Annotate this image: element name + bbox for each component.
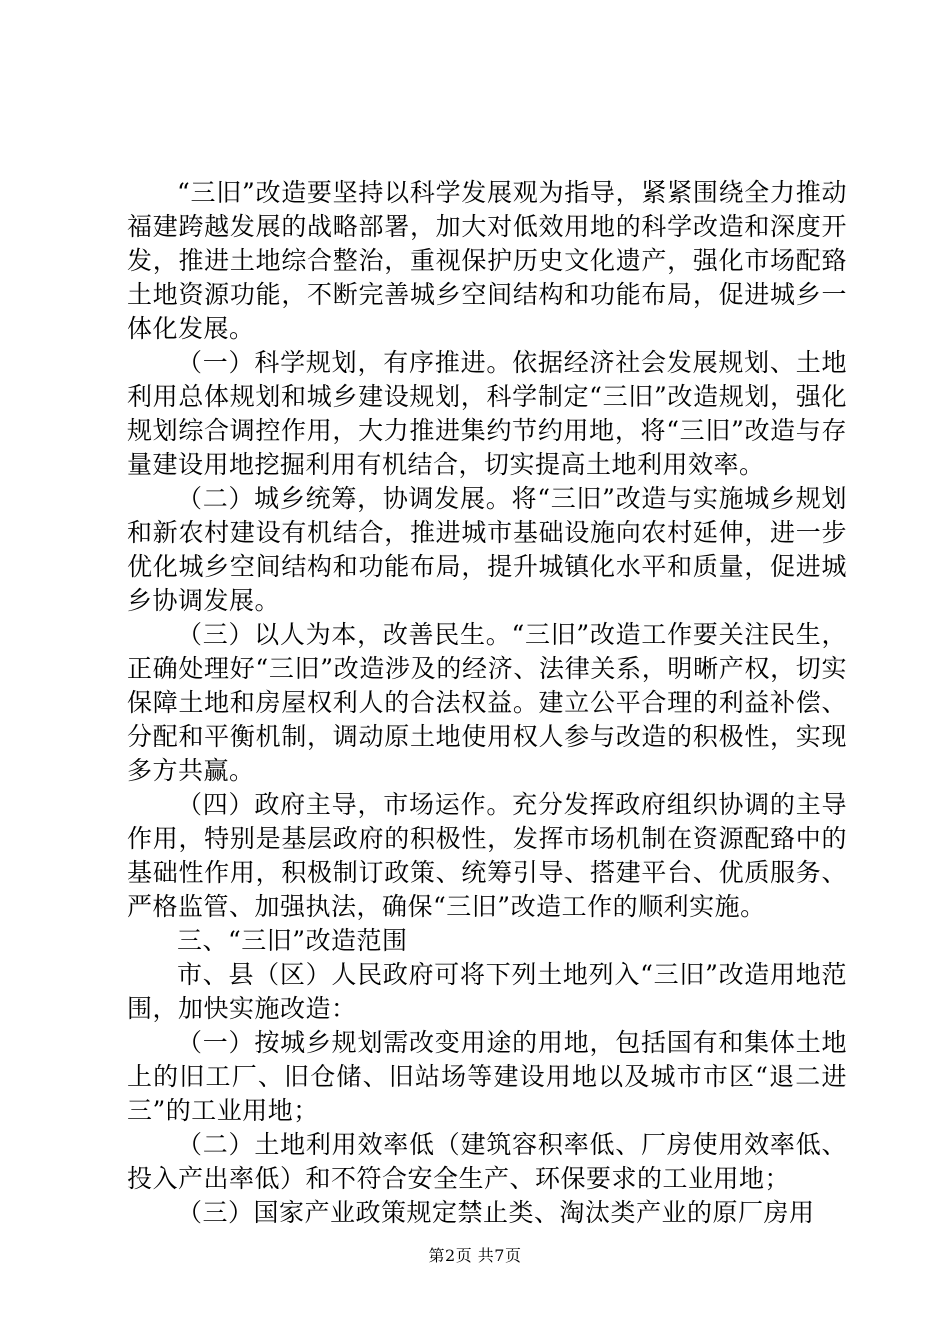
paragraph-principle-4: （四）政府主导，市场运作。充分发挥政府组织协调的主导作用，特别是基层政府的积极性，发挥市场机制在资源配臵中的基础性作用，积极制订政策、统筹引导、搭建平台、优质服务、严格监管、加强执法，确保“三旧”改造工作的顺利实施。 — [127, 790, 847, 921]
paragraph-principle-3: （三）以人为本，改善民生。“三旧”改造工作要关注民生，正确处理好“三旧”改造涉及的经济、法律关系，明晰产权，切实保障土地和房屋权利人的合法权益。建立公平合理的利益补偿、分配和平衡机制，调动原土地使用权人参与改造的积极性，实现多方共赢。 — [127, 620, 847, 785]
paragraph-scope-3: （三）国家产业政策规定禁止类、淘汰类产业的原厂房用 — [177, 1198, 815, 1227]
paragraph-scope-2: （二）土地利用效率低（建筑容积率低、厂房使用效率低、投入产出率低）和不符合安全生产、环保要求的工业用地； — [127, 1130, 847, 1193]
paragraph-scope-intro: 市、县（区）人民政府可将下列土地列入“三旧”改造用地范围，加快实施改造： — [127, 960, 847, 1023]
section-heading: 三、“三旧”改造范围 — [177, 926, 408, 955]
paragraph-intro: “三旧”改造要坚持以科学发展观为指导，紧紧围绕全力推动福建跨越发展的战略部署，加大对低效用地的科学改造和深度开发，推进土地综合整治，重视保护历史文化遗产，强化市场配臵土地资源功能，不断完善城乡空间结构和功能布局，促进城乡一体化发展。 — [127, 178, 847, 343]
document-body — [127, 176, 847, 1230]
paragraph-principle-1: （一）科学规划，有序推进。依据经济社会发展规划、土地利用总体规划和城乡建设规划，科学制定“三旧”改造规划，强化规划综合调控作用，大力推进集约节约用地，将“三旧”改造与存量建设用地挖掘利用有机结合，切实提高土地利用效率。 — [127, 348, 847, 479]
paragraph-scope-1: （一）按城乡规划需改变用途的用地，包括国有和集体土地上的旧工厂、旧仓储、旧站场等建设用地以及城市市区“退二进三”的工业用地； — [127, 1028, 847, 1125]
page-footer: 第2页 共7页 — [428, 1246, 522, 1265]
paragraph-principle-2: （二）城乡统筹，协调发展。将“三旧”改造与实施城乡规划和新农村建设有机结合，推进城市基础设施向农村延伸，进一步优化城乡空间结构和功能布局，提升城镇化水平和质量，促进城乡协调发展。 — [127, 484, 847, 615]
